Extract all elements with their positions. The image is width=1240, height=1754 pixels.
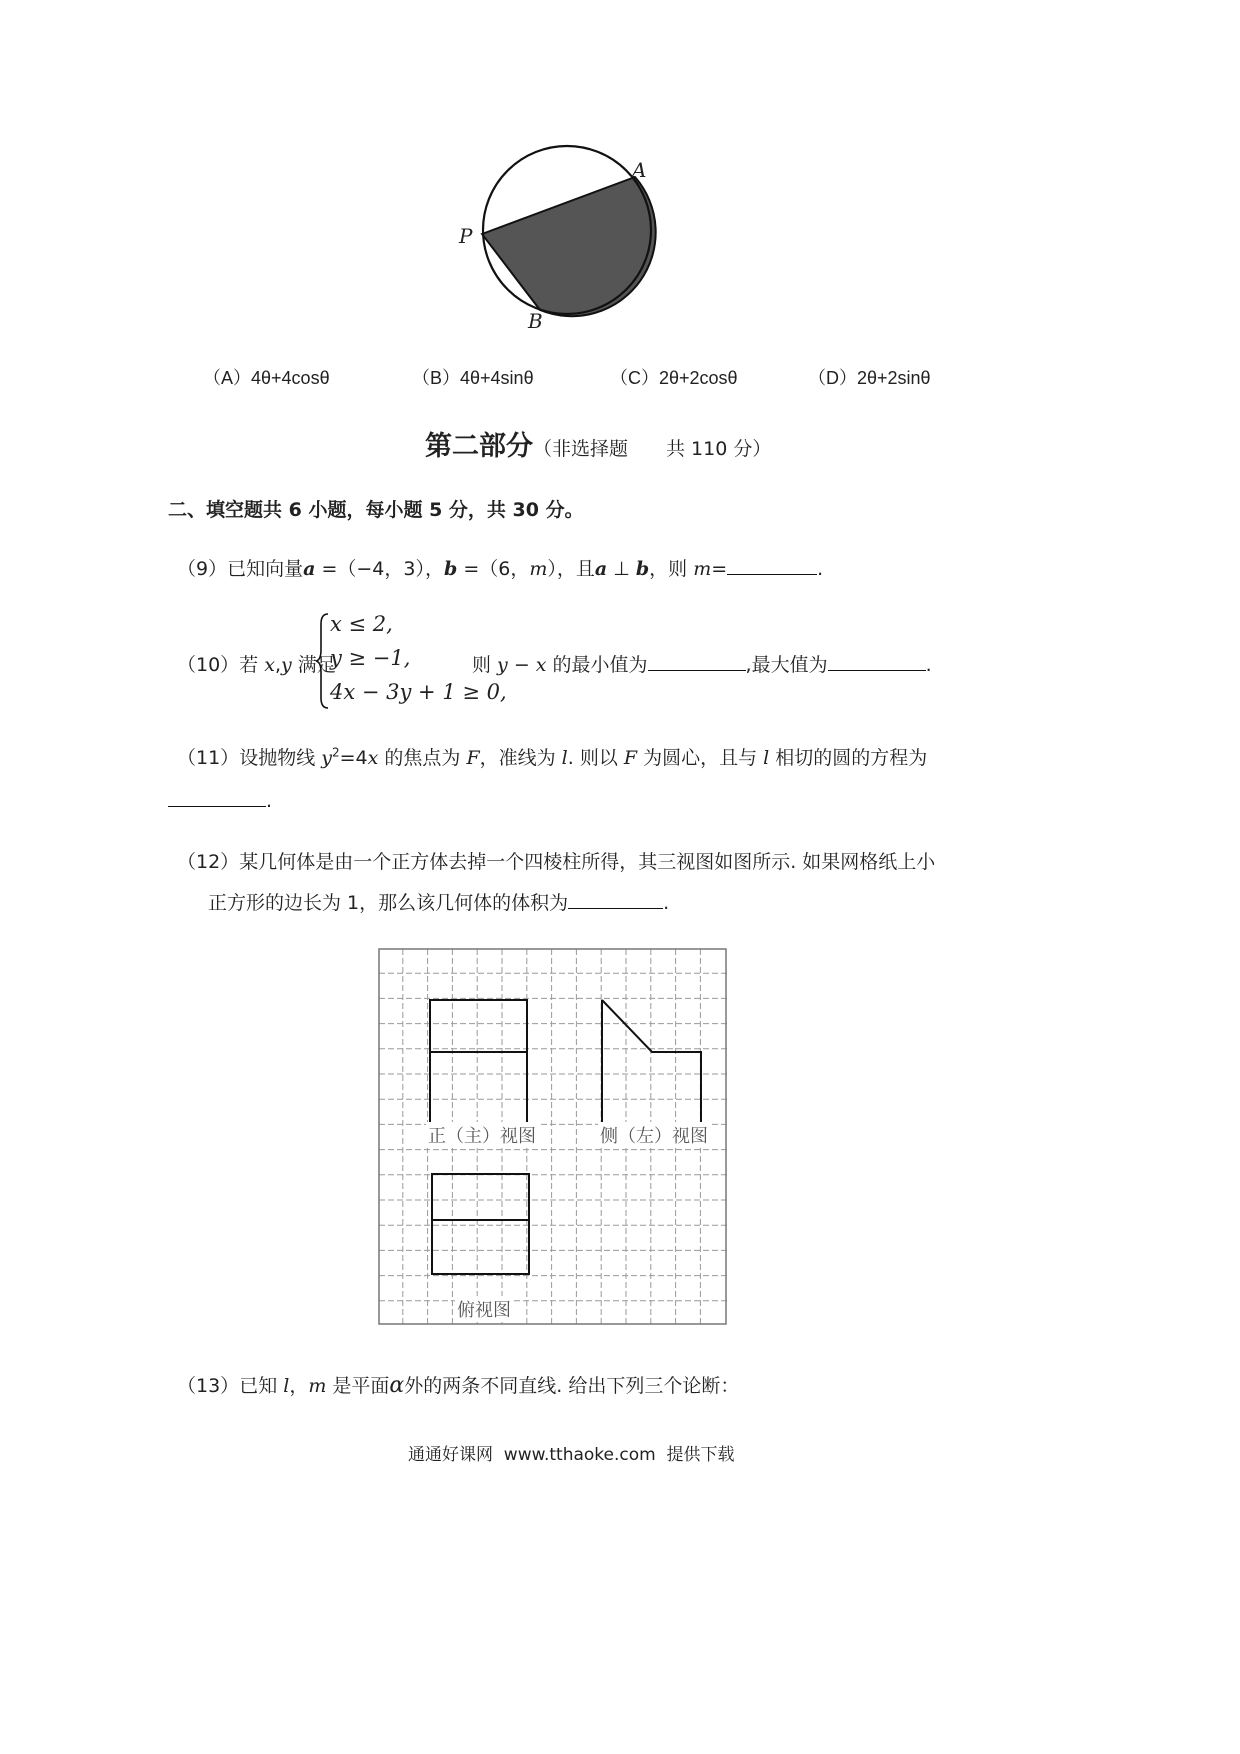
constraint-1: x ≤ 2, bbox=[330, 612, 393, 636]
answer-blank bbox=[168, 786, 266, 807]
answer-blank bbox=[648, 650, 746, 671]
part-two-heading bbox=[425, 424, 771, 463]
part-title: 第二部分 bbox=[425, 431, 533, 462]
q-text: . bbox=[663, 892, 670, 914]
q-text: 为圆心，且与 bbox=[637, 747, 764, 769]
choice-text: 2θ+2cosθ bbox=[659, 368, 738, 388]
var-x: x bbox=[264, 654, 275, 676]
var-l: l bbox=[763, 747, 770, 769]
q-text: . 则以 bbox=[567, 747, 624, 769]
front-view-shape bbox=[430, 1000, 527, 1128]
var-F: F bbox=[466, 747, 480, 769]
q-text: =（−4，3）， bbox=[315, 558, 444, 580]
q-text: =4 bbox=[339, 747, 368, 769]
constraint-3: 4x − 3y + 1 ≥ 0, bbox=[330, 680, 507, 704]
var-m: m bbox=[693, 558, 712, 580]
q-text: . bbox=[266, 790, 273, 812]
choice-a bbox=[203, 364, 330, 390]
q-text: 则 bbox=[472, 654, 498, 676]
var-y: y bbox=[281, 654, 292, 676]
answer-blank bbox=[727, 554, 817, 575]
question-number: （10） bbox=[177, 654, 240, 676]
front-view-label: 正（主）视图 bbox=[426, 1122, 538, 1148]
q-text: ，则 bbox=[649, 558, 694, 580]
choice-letter: （A） bbox=[203, 368, 252, 388]
q-text: 外的两条不同直线. 给出下列三个论断： bbox=[404, 1375, 740, 1397]
q-text: ,最大值为 bbox=[745, 654, 828, 676]
choice-c bbox=[610, 364, 738, 390]
q-text: 相切的圆的方程为 bbox=[769, 747, 928, 769]
vector-b: b bbox=[443, 558, 458, 580]
section-title: 二、填空题共 6 小题，每小题 5 分，共 30 分。 bbox=[168, 499, 584, 521]
var-alpha: α bbox=[389, 1373, 405, 1398]
question-number: （11） bbox=[177, 747, 240, 769]
var-m: m bbox=[529, 558, 548, 580]
q-text: 设抛物线 bbox=[239, 747, 322, 769]
question-13 bbox=[177, 1371, 739, 1398]
system-brace bbox=[315, 612, 331, 710]
q-text: 某几何体是由一个正方体去掉一个四棱柱所得，其三视图如图所示. 如果网格纸上小 bbox=[239, 851, 936, 873]
footer-text: 通通好课网 www.tthaoke.com 提供下载 bbox=[408, 1445, 735, 1465]
q-text: 已知向量 bbox=[227, 558, 304, 580]
q-text: 正方形的边长为 1，那么该几何体的体积为 bbox=[208, 892, 569, 914]
choice-b bbox=[412, 364, 534, 390]
q-text: =（6， bbox=[457, 558, 530, 580]
vector-a: a bbox=[594, 558, 608, 580]
point-label-B: B bbox=[528, 309, 543, 333]
question-11 bbox=[177, 743, 927, 770]
choice-letter: （D） bbox=[808, 368, 857, 388]
var-l: l bbox=[283, 1375, 290, 1397]
point-label-A: A bbox=[632, 158, 647, 182]
var-l: l bbox=[561, 747, 568, 769]
side-view-label: 侧（左）视图 bbox=[598, 1122, 710, 1148]
q-text: , bbox=[274, 654, 281, 676]
shaded-region bbox=[482, 177, 656, 316]
var-m: m bbox=[308, 1375, 327, 1397]
choice-d bbox=[808, 364, 931, 390]
q-text: ，准线为 bbox=[479, 747, 562, 769]
expression: y − x bbox=[497, 654, 547, 676]
point-label-P: P bbox=[459, 224, 473, 248]
q-text: . bbox=[925, 654, 932, 676]
constraint-2: y ≥ −1, bbox=[330, 646, 411, 670]
question-12-line1 bbox=[177, 847, 935, 874]
var-F: F bbox=[623, 747, 638, 769]
question-9 bbox=[177, 554, 823, 581]
question-number: （12） bbox=[177, 851, 240, 873]
question-10-tail bbox=[472, 650, 932, 677]
choice-letter: （B） bbox=[412, 368, 461, 388]
exponent: 2 bbox=[331, 745, 340, 760]
vector-a: a bbox=[303, 558, 316, 580]
question-11-blank-line bbox=[168, 786, 272, 812]
choice-text: 2θ+2sinθ bbox=[857, 368, 931, 388]
top-view-shape bbox=[432, 1174, 529, 1274]
var-x: x bbox=[367, 747, 379, 769]
part-subtitle: （非选择题 共 110 分） bbox=[533, 438, 772, 460]
q-text: 满足 bbox=[291, 654, 336, 676]
choice-letter: （C） bbox=[610, 368, 659, 388]
q-text: 若 bbox=[239, 654, 265, 676]
answer-blank bbox=[828, 650, 926, 671]
question-number: （9） bbox=[177, 558, 228, 580]
q-text: . bbox=[817, 558, 824, 580]
var-y: y bbox=[321, 747, 332, 769]
question-number: （13） bbox=[177, 1375, 240, 1397]
vector-b: b bbox=[635, 558, 650, 580]
question-10-stem bbox=[177, 650, 336, 677]
side-view-shape bbox=[602, 1000, 701, 1128]
q-text: 已知 bbox=[239, 1375, 284, 1397]
q-text: 的焦点为 bbox=[378, 747, 467, 769]
perp-symbol: ⊥ bbox=[607, 558, 636, 580]
q-text: 的最小值为 bbox=[546, 654, 648, 676]
q-text: 是平面 bbox=[326, 1375, 390, 1397]
question-12-line2 bbox=[208, 888, 669, 915]
choice-text: 4θ+4cosθ bbox=[251, 368, 330, 388]
q-text: ， bbox=[289, 1375, 309, 1397]
q-text: = bbox=[711, 558, 728, 580]
q-text: ），且 bbox=[547, 558, 595, 580]
top-view-label: 俯视图 bbox=[455, 1296, 513, 1322]
answer-blank bbox=[568, 888, 663, 909]
choice-text: 4θ+4sinθ bbox=[460, 368, 534, 388]
